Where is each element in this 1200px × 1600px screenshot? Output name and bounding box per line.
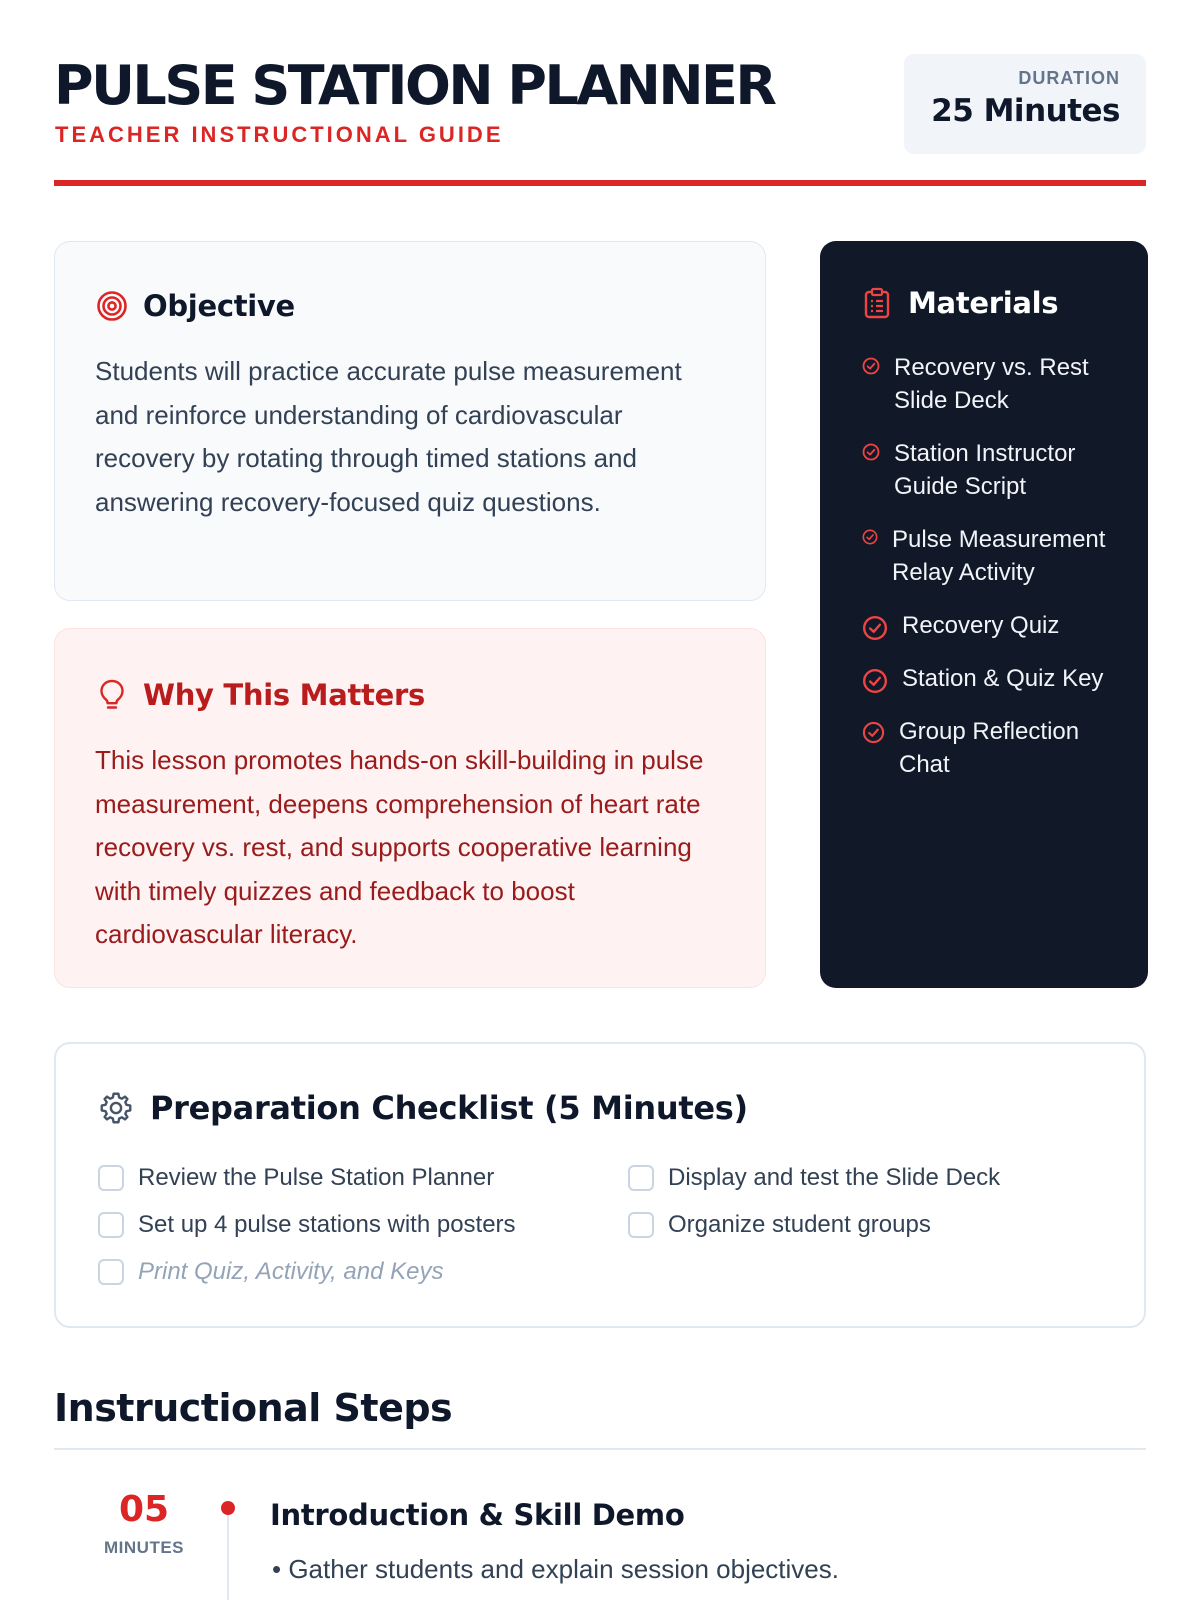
- step-title: Introduction & Skill Demo: [270, 1498, 685, 1532]
- objective-text: Students will practice accurate pulse measurement and reinforce understanding of cardiovascular recovery by rotating through timed stations and answering recovery-focused quiz questions.: [95, 356, 682, 517]
- gear-icon: [98, 1090, 134, 1126]
- material-label: Station Instructor Guide Script: [894, 440, 1076, 500]
- check-circle-icon: [862, 529, 878, 545]
- header-divider: [54, 180, 1146, 186]
- lightbulb-icon: [95, 678, 129, 712]
- why-card: [54, 628, 766, 988]
- checkbox[interactable]: [98, 1165, 124, 1191]
- list-item: [862, 437, 1118, 503]
- checklist-item[interactable]: [98, 1154, 628, 1201]
- check-circle-icon: [862, 668, 888, 694]
- list-item: [862, 715, 1118, 781]
- materials-title: Materials: [908, 286, 1059, 320]
- step-item: [54, 1488, 1146, 1600]
- material-label: Recovery vs. Rest Slide Deck: [894, 354, 1089, 414]
- clipboard-icon: [862, 286, 892, 320]
- checkbox[interactable]: [98, 1259, 124, 1285]
- materials-list: [862, 351, 1118, 781]
- checklist-title: Preparation Checklist (5 Minutes): [150, 1089, 748, 1127]
- page-title: PULSE STATION PLANNER: [54, 54, 775, 117]
- material-label: Group Reflection Chat: [899, 718, 1080, 778]
- checkbox[interactable]: [628, 1165, 654, 1191]
- checkbox[interactable]: [98, 1212, 124, 1238]
- target-icon: [95, 289, 129, 323]
- check-circle-icon: [862, 443, 880, 461]
- materials-card: [820, 241, 1148, 988]
- checklist-item-label: Review the Pulse Station Planner: [138, 1163, 495, 1191]
- page-header: [54, 52, 1146, 188]
- checklist-item[interactable]: [98, 1248, 628, 1295]
- list-item: [862, 662, 1118, 695]
- duration-label: DURATION: [1018, 68, 1120, 88]
- timeline-dot: [221, 1501, 235, 1515]
- checkbox[interactable]: [628, 1212, 654, 1238]
- steps-heading: Instructional Steps: [54, 1386, 453, 1430]
- steps-divider: [54, 1448, 1146, 1450]
- checklist-item-label: Print Quiz, Activity, and Keys: [138, 1257, 444, 1285]
- list-item: [862, 523, 1118, 589]
- material-label: Pulse Measurement Relay Activity: [892, 526, 1106, 586]
- checklist-item-label: Display and test the Slide Deck: [668, 1163, 1001, 1191]
- checklist: [98, 1154, 1104, 1295]
- checklist-item[interactable]: [628, 1154, 1108, 1201]
- list-item: [862, 351, 1118, 417]
- checklist-item-label: Set up 4 pulse stations with posters: [138, 1210, 516, 1238]
- objective-card: [54, 241, 766, 601]
- step-bullet: • Gather students and explain session objectives.: [272, 1554, 839, 1584]
- checklist-item[interactable]: [628, 1201, 1108, 1248]
- timeline-line: [227, 1508, 229, 1600]
- duration-value: 25 Minutes: [931, 93, 1120, 129]
- why-text: This lesson promotes hands-on skill-building in pulse measurement, deepens comprehension of heart rate recovery vs. rest, and supports cooperative learning with timely quizzes and feedback to boost cardiovascular literacy.: [95, 745, 704, 949]
- check-circle-icon: [862, 615, 888, 641]
- checklist-item[interactable]: [98, 1201, 628, 1248]
- duration-badge: [904, 54, 1146, 154]
- why-title: Why This Matters: [143, 678, 425, 712]
- material-label: Recovery Quiz: [902, 612, 1060, 639]
- checklist-item-label: Organize student groups: [668, 1210, 931, 1238]
- list-item: [862, 609, 1118, 642]
- page-subtitle: TEACHER INSTRUCTIONAL GUIDE: [55, 122, 504, 147]
- step-minutes-unit: MINUTES: [104, 1538, 184, 1557]
- material-label: Station & Quiz Key: [902, 665, 1104, 692]
- step-duration: [82, 1488, 206, 1558]
- step-minutes: 05: [118, 1489, 170, 1530]
- check-circle-icon: [862, 357, 880, 375]
- check-circle-icon: [862, 721, 885, 744]
- preparation-checklist-card: [54, 1042, 1146, 1328]
- objective-title: Objective: [143, 289, 295, 323]
